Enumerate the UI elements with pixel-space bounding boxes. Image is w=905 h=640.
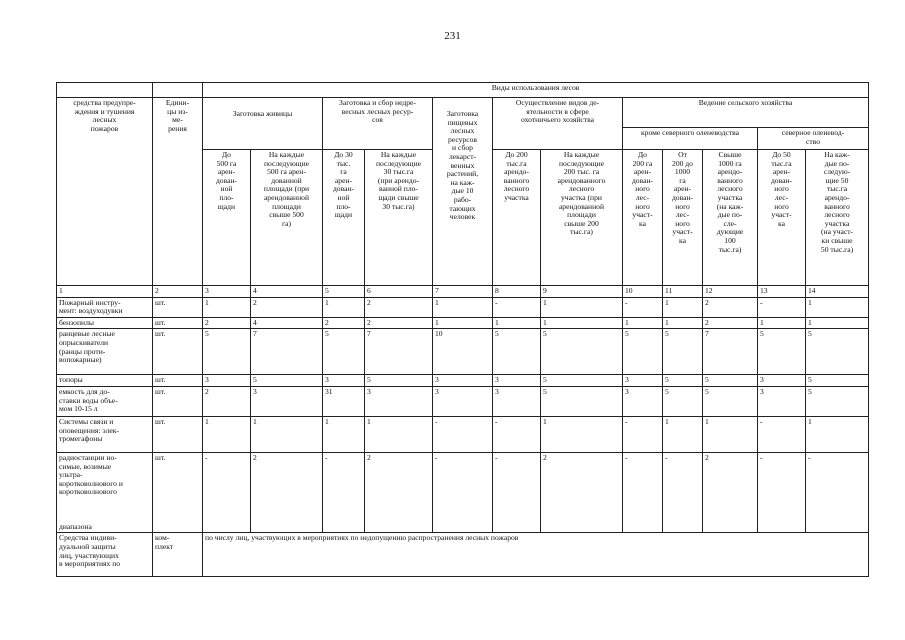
- unit-cell: шт.: [153, 416, 203, 452]
- row-name: Средства индиви- дуальной защиты лиц, участвующих в мероприятиях по: [57, 533, 153, 577]
- value-cell: 1: [663, 297, 703, 317]
- norms-table: [56, 82, 869, 577]
- table-row: [57, 452, 869, 532]
- value-cell: 1: [541, 317, 623, 329]
- unit-cell: шт.: [153, 317, 203, 329]
- value-cell: 5: [663, 386, 703, 416]
- value-cell: 2: [541, 452, 623, 532]
- table-row: [57, 329, 869, 375]
- column-number: 3: [203, 286, 251, 298]
- value-cell: -: [806, 452, 869, 532]
- value-cell: -: [433, 416, 493, 452]
- value-cell: 1: [806, 297, 869, 317]
- value-cell: 5: [663, 375, 703, 387]
- value-cell: 1: [758, 317, 806, 329]
- value-cell: 5: [365, 375, 433, 387]
- value-cell: -: [623, 297, 663, 317]
- unit-cell: шт.: [153, 329, 203, 375]
- value-cell: -: [758, 416, 806, 452]
- value-cell: 2: [251, 297, 323, 317]
- header-sub-3: До 30 тыс. га арен- дован- ной пло- щади: [323, 150, 365, 286]
- value-cell: 7: [251, 329, 323, 375]
- unit-cell: шт.: [153, 452, 203, 532]
- value-cell: 2: [365, 452, 433, 532]
- header-zhivitsa: Заготовка живицы: [203, 98, 323, 150]
- value-cell: 5: [663, 329, 703, 375]
- value-cell: -: [323, 452, 365, 532]
- value-cell: 5: [806, 386, 869, 416]
- column-number: 12: [703, 286, 758, 298]
- value-cell: -: [493, 452, 541, 532]
- value-cell: 2: [703, 317, 758, 329]
- header-sub-9: Свыше 1000 га арендо- ванного лесного участка (на каж- дые по- сле- дующие 100 тыс.га): [703, 150, 758, 286]
- header-sub-7: До 200 га арен- дован- ного лес- ного участ- ка: [623, 150, 663, 286]
- value-cell: 3: [623, 375, 663, 387]
- value-cell: -: [758, 297, 806, 317]
- header-top: Виды использования лесов: [203, 83, 869, 98]
- corner-cell: [57, 83, 153, 98]
- merged-note: по числу лиц, участвующих в мероприятиях по недопущению распространения лесных пожаров: [203, 533, 869, 577]
- value-cell: 2: [703, 452, 758, 532]
- value-cell: 1: [433, 297, 493, 317]
- table-row: [57, 375, 869, 387]
- value-cell: 1: [365, 416, 433, 452]
- row-name: Системы связи и оповещения: элек- тромегафоны: [57, 416, 153, 452]
- column-number: 8: [493, 286, 541, 298]
- value-cell: -: [623, 452, 663, 532]
- value-cell: 31: [323, 386, 365, 416]
- value-cell: 2: [251, 452, 323, 532]
- value-cell: 1: [433, 317, 493, 329]
- header-selsk: Ведение сельского хозяйства: [623, 98, 869, 128]
- header-sever: северное оленевод- ство: [758, 128, 869, 150]
- page-number: 231: [444, 30, 461, 42]
- value-cell: 5: [703, 375, 758, 387]
- value-cell: 2: [203, 386, 251, 416]
- value-cell: -: [203, 452, 251, 532]
- value-cell: 3: [365, 386, 433, 416]
- value-cell: -: [433, 452, 493, 532]
- row-name: радиостанции но- симые, возимые ультра- коротковолнового и коротковолнового диапазона: [57, 452, 153, 532]
- column-number: 4: [251, 286, 323, 298]
- value-cell: 5: [493, 329, 541, 375]
- value-cell: 5: [541, 386, 623, 416]
- value-cell: 2: [365, 317, 433, 329]
- header-krome: кроме северного оленеводства: [623, 128, 758, 150]
- value-cell: 1: [806, 416, 869, 452]
- value-cell: 1: [323, 416, 365, 452]
- value-cell: 7: [703, 329, 758, 375]
- column-number: 1: [57, 286, 153, 298]
- value-cell: 1: [541, 416, 623, 452]
- value-cell: 3: [433, 386, 493, 416]
- header-ohot: Осуществление видов де- ятельности в сфере охотничьего хозяйства: [493, 98, 623, 150]
- row-name: емкость для до- ставки воды объе- мом 10-15 л: [57, 386, 153, 416]
- header-units: Едини- цы из- ме- рения: [153, 98, 203, 286]
- value-cell: 5: [203, 329, 251, 375]
- value-cell: 7: [365, 329, 433, 375]
- value-cell: 2: [365, 297, 433, 317]
- unit-cell: шт.: [153, 375, 203, 387]
- value-cell: 3: [203, 375, 251, 387]
- value-cell: 2: [203, 317, 251, 329]
- column-number: 14: [806, 286, 869, 298]
- column-number: 11: [663, 286, 703, 298]
- column-number: 5: [323, 286, 365, 298]
- value-cell: 1: [663, 317, 703, 329]
- header-nedrev: Заготовка и сбор недре- весных лесных ресур- сов: [323, 98, 433, 150]
- value-cell: 5: [758, 329, 806, 375]
- value-cell: -: [758, 452, 806, 532]
- value-cell: 1: [203, 416, 251, 452]
- header-sub-1: До 500 га арен- дован- ной пло- щади: [203, 150, 251, 286]
- value-cell: 1: [323, 297, 365, 317]
- row-name: Пожарный инстру- мент: воздуходувки: [57, 297, 153, 317]
- value-cell: -: [493, 297, 541, 317]
- value-cell: 5: [541, 375, 623, 387]
- table-row: [57, 533, 869, 577]
- value-cell: 3: [323, 375, 365, 387]
- header-sub-10: До 50 тыс.га арен- дован- ного лес- ного участ- ка: [758, 150, 806, 286]
- value-cell: 5: [541, 329, 623, 375]
- header-sub-6: На каждые последующие 200 тыс. га арендованного лесного участка (при арендованной площади свыше 200 тыс.га): [541, 150, 623, 286]
- value-cell: 2: [323, 317, 365, 329]
- column-number: 2: [153, 286, 203, 298]
- unit-cell: шт.: [153, 297, 203, 317]
- value-cell: -: [663, 452, 703, 532]
- corner-cell: [153, 83, 203, 98]
- value-cell: 1: [806, 317, 869, 329]
- value-cell: 3: [758, 386, 806, 416]
- value-cell: 3: [493, 386, 541, 416]
- table-row: [57, 297, 869, 317]
- header-sub-5: До 200 тыс.га арендо- ванного лесного участка: [493, 150, 541, 286]
- value-cell: 5: [623, 329, 663, 375]
- column-number: 6: [365, 286, 433, 298]
- value-cell: 3: [493, 375, 541, 387]
- value-cell: 5: [323, 329, 365, 375]
- value-cell: 5: [703, 386, 758, 416]
- row-name: топоры: [57, 375, 153, 387]
- header-sub-2: На каждые последующие 500 га арен- дованной площади (при арендованной площади свыше 500 га): [251, 150, 323, 286]
- header-sub-8: От 200 до 1000 га арен- дован- ного лес- ного участ- ка: [663, 150, 703, 286]
- header-sub-4: На каждые последующие 30 тыс.га (при арендо- ванной пло- щади свыше 30 тыс.га): [365, 150, 433, 286]
- value-cell: 1: [493, 317, 541, 329]
- table-row: [57, 386, 869, 416]
- value-cell: 1: [623, 317, 663, 329]
- value-cell: 3: [251, 386, 323, 416]
- value-cell: 1: [703, 416, 758, 452]
- table-row: [57, 317, 869, 329]
- row-name: бензопилы: [57, 317, 153, 329]
- header-pishch: Заготовка пищевых лесных ресурсов и сбор лекарст- венных растений, на каж- дые 10 рабо- тающих человек: [433, 98, 493, 286]
- column-number: 10: [623, 286, 663, 298]
- column-number: 9: [541, 286, 623, 298]
- value-cell: 5: [806, 329, 869, 375]
- value-cell: 5: [251, 375, 323, 387]
- value-cell: 3: [433, 375, 493, 387]
- row-name: ранцевые лесные опрыскиватели (ранцы проти- вопожарные): [57, 329, 153, 375]
- value-cell: 1: [541, 297, 623, 317]
- value-cell: 10: [433, 329, 493, 375]
- column-number: 13: [758, 286, 806, 298]
- value-cell: 3: [623, 386, 663, 416]
- value-cell: 1: [203, 297, 251, 317]
- value-cell: 5: [806, 375, 869, 387]
- value-cell: 1: [251, 416, 323, 452]
- value-cell: -: [493, 416, 541, 452]
- unit-cell: шт.: [153, 386, 203, 416]
- header-sub-11: На каж- дые по- следую- щие 50 тыс.га арендо- ванного лесного участка (на участ- ки свыше 50 тыс.га): [806, 150, 869, 286]
- value-cell: 1: [663, 416, 703, 452]
- value-cell: -: [623, 416, 663, 452]
- unit-cell: ком- плект: [153, 533, 203, 577]
- table-row: [57, 416, 869, 452]
- value-cell: 3: [758, 375, 806, 387]
- header-col0: средства предупре- ждения и тушения лесных пожаров: [57, 98, 153, 286]
- value-cell: 4: [251, 317, 323, 329]
- value-cell: 2: [703, 297, 758, 317]
- column-number: 7: [433, 286, 493, 298]
